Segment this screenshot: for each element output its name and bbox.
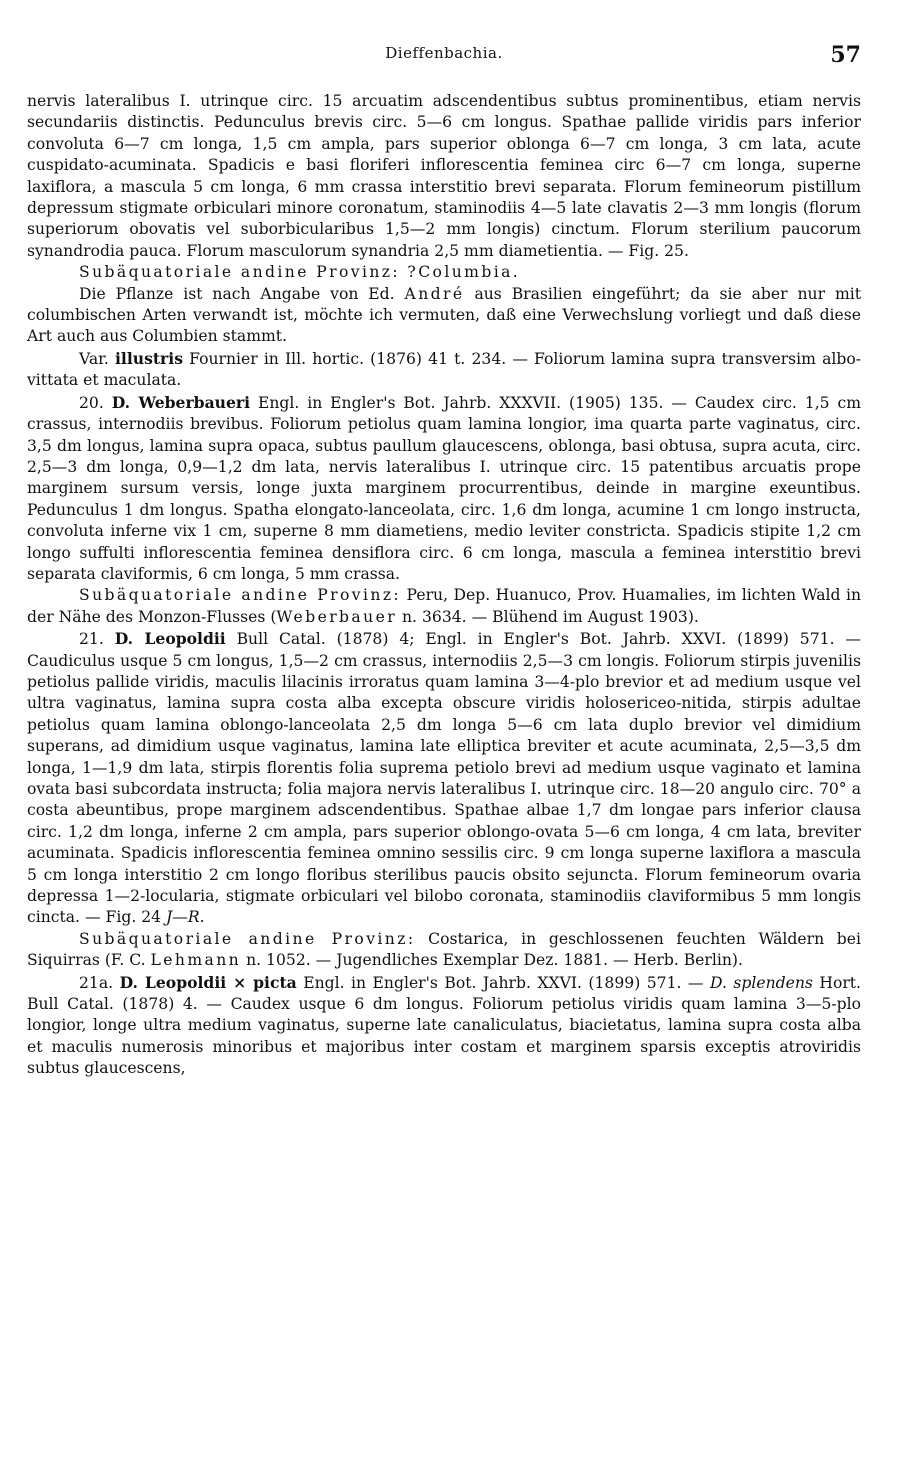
text-run: ?Columbia. — [400, 263, 521, 282]
text-run: aus Brasilien eingeführt; da sie aber nur mit columbischen Arten verwandt ist, möchte ich vermuten, daß eine Verwechslung vorliegt und daß diese Art auch aus Columbien stammt. — [27, 284, 861, 346]
text-run: Subäquatoriale andine Provinz: — [79, 263, 401, 282]
text-run: 20. — [79, 393, 112, 412]
paragraph — [27, 929, 861, 972]
text-run: D. Weberbaueri — [111, 392, 251, 412]
text-run: Die Pflanze ist nach Angabe von Ed. — [79, 284, 405, 303]
paragraph — [27, 262, 861, 283]
page — [27, 38, 861, 1080]
text-run: André — [404, 284, 465, 303]
text-run: n. 3634. — Blühend im August 1903). — [397, 607, 699, 626]
text-run: Engl. in Engler's Bot. Jahrb. XXVI. (1899) 571. — — [296, 973, 710, 992]
text-run: Hort. Bull Catal. (1878) 4. — Caudex usque 6 dm longus. Foliorum petiolus viridis quam lamina 3—5-plo longior, longe ultra medium vaginatus, superne late canaliculatus, biacietatus, lamina supra costa alba et maculis numerosis minoribus et majoribus inter costam et marginem sparsis exceptis atroviridis subtus glaucescens, — [27, 973, 862, 1078]
text-run: Bull Catal. (1878) 4; Engl. in Engler's Bot. Jahrb. XXVI. (1899) 571. — Caudiculus usque 5 cm longus, 1,5—2 cm crassus, internodiis 2,5—3 cm longis. Foliorum stirpis juvenilis petiolus pallide viridis, maculis lilacinis irroratus quam lamina 3—4-plo brevior et ad medium usque vel ultra vaginatus, lamina supra costa alba excepta obscure viridis holosericeo-nitida, stirpis adultae petiolus quam lamina oblongo-lanceolata 2,5 dm longa 5—6 cm lata duplo brevior vel dimidium superans, ad dimidium usque vaginatus, lamina late elliptica breviter et acute acuminata, 2,5—3,5 dm longa, 1—1,9 dm lata, stirpis florentis folia suprema petiolo brevi ad medium usque vaginato et lamina ovata basi subcordata instructa; folia majora nervis lateralibus I. utrinque circ. 18—20 angulo circ. 70° a costa abeuntibus, prope marginem adscendentibus. Spathae albae 1,7 dm longae pars inferior clausa circ. 1,2 dm longa, inferne 2 cm ampla, pars superior oblongo-ovata 5—6 cm longa, 4 cm lata, breviter acuminata. Spadicis inflorescentia feminea omnino sessilis circ. 9 cm longa superne laxiflora a mascula 5 cm longa interstitio 2 cm longo floribus sterilibus paucis obsito sejuncta. Florum femineorum ovaria depressa 1—2-locularia, stigmate orbiculari vel bilobo coronata, staminodiis claviformibus 5 mm longis cincta. — Fig. 24 — [27, 630, 862, 927]
text-run: illustris — [114, 348, 183, 368]
running-title: Dieffenbachia. — [385, 44, 503, 62]
paragraph — [27, 91, 861, 262]
text-run: n. 1052. — Jugendliches Exemplar Dez. 1881. — Herb. Berlin). — [241, 951, 743, 970]
text-run: 21. — [79, 630, 115, 649]
text-run: Engl. in Engler's Bot. Jahrb. XXXVII. (1905) 135. — Caudex circ. 1,5 cm crassus, internodiis brevibus. Foliorum petiolus quam lamina longior, ima quarta parte vaginatus, circ. 3,5 dm longus, lamina supra opaca, subtus paullum glaucescens, oblonga, basi obtusa, supra acuta, circ. 2,5—3 dm longa, 0,9—1,2 dm lata, nervis lateralibus I. utrinque circ. 15 patentibus arcuatis prope marginem sursum versis, longe juxta marginem procurrentibus, deinde in margine exeuntibus. Pedunculus 1 dm longus. Spatha elongato-lanceolata, circ. 1,6 dm longa, acumine 1 cm longo instructa, convoluta inferne vix 1 cm, superne 8 mm diametiens, medio leviter constricta. Spadicis stipite 1,2 cm longo suffulti inflorescentia feminea densiflora circ. 6 cm longa, mascula a feminea interstitio brevi separata claviformis, 6 cm longa, 5 mm crassa. — [27, 393, 861, 583]
text-run: Weberbauer — [276, 607, 398, 626]
text-run: Peru, Dep. Huanuco, Prov. Huamalies, im lichten Wald in der Nähe des Monzon-Flusses ( — [27, 586, 861, 626]
text-run: J—R. — [166, 908, 205, 927]
text-run: Subäquatoriale andine Provinz: — [79, 586, 402, 605]
text-run: D. splendens — [710, 973, 813, 992]
paragraph — [27, 585, 861, 628]
paragraph — [27, 972, 861, 1080]
text-run: Lehmann — [150, 951, 242, 970]
text-run: 21a. — [79, 973, 120, 992]
paragraph — [27, 628, 861, 929]
body-text — [27, 91, 861, 1080]
text-run: nervis lateralibus I. utrinque circ. 15 arcuatim adscendentibus subtus prominentibus, etiam nervis secundariis distinctis. Pedunculus brevis circ. 5—6 cm longus. Spathae pallide viridis pars inferior convoluta 6—7 cm longa, 1,5 cm ampla, pars superior oblonga 6—7 cm longa, 3 cm lata, acute cuspidato-acuminata. Spadicis e basi floriferi inflorescentia feminea circ 6—7 cm longa, superne laxiflora, a mascula 5 cm longa, 6 mm crassa interstitio brevi separata. Florum femineorum pistillum depressum stigmate orbiculari minore coronatum, staminodiis 4—5 late clavatis 2—3 mm longis (florum superiorum obovatis vel suborbicularibus 1,5—2 mm longis) cinctum. Florum sterilium paucorum synandrodia pauca. Florum masculorum synandria 2,5 mm diametientia. — Fig. 25. — [27, 92, 861, 260]
text-run: Costarica, in geschlossenen feuchten Wäldern bei Siquirras (F. C. — [27, 929, 861, 970]
text-run: D. Leopoldii — [114, 629, 226, 649]
text-run: Subäquatoriale andine Provinz: — [79, 929, 416, 948]
page-header — [27, 38, 861, 78]
paragraph — [27, 348, 861, 392]
text-run: Var. — [79, 349, 115, 368]
text-run: Fournier in Ill. hortic. (1876) 41 t. 234. — Foliorum lamina supra transversim albo-vittata et maculata. — [27, 349, 862, 390]
page-number: 57 — [830, 42, 861, 68]
paragraph — [27, 392, 861, 586]
text-run: D. Leopoldii × picta — [119, 972, 297, 992]
paragraph — [27, 284, 861, 348]
